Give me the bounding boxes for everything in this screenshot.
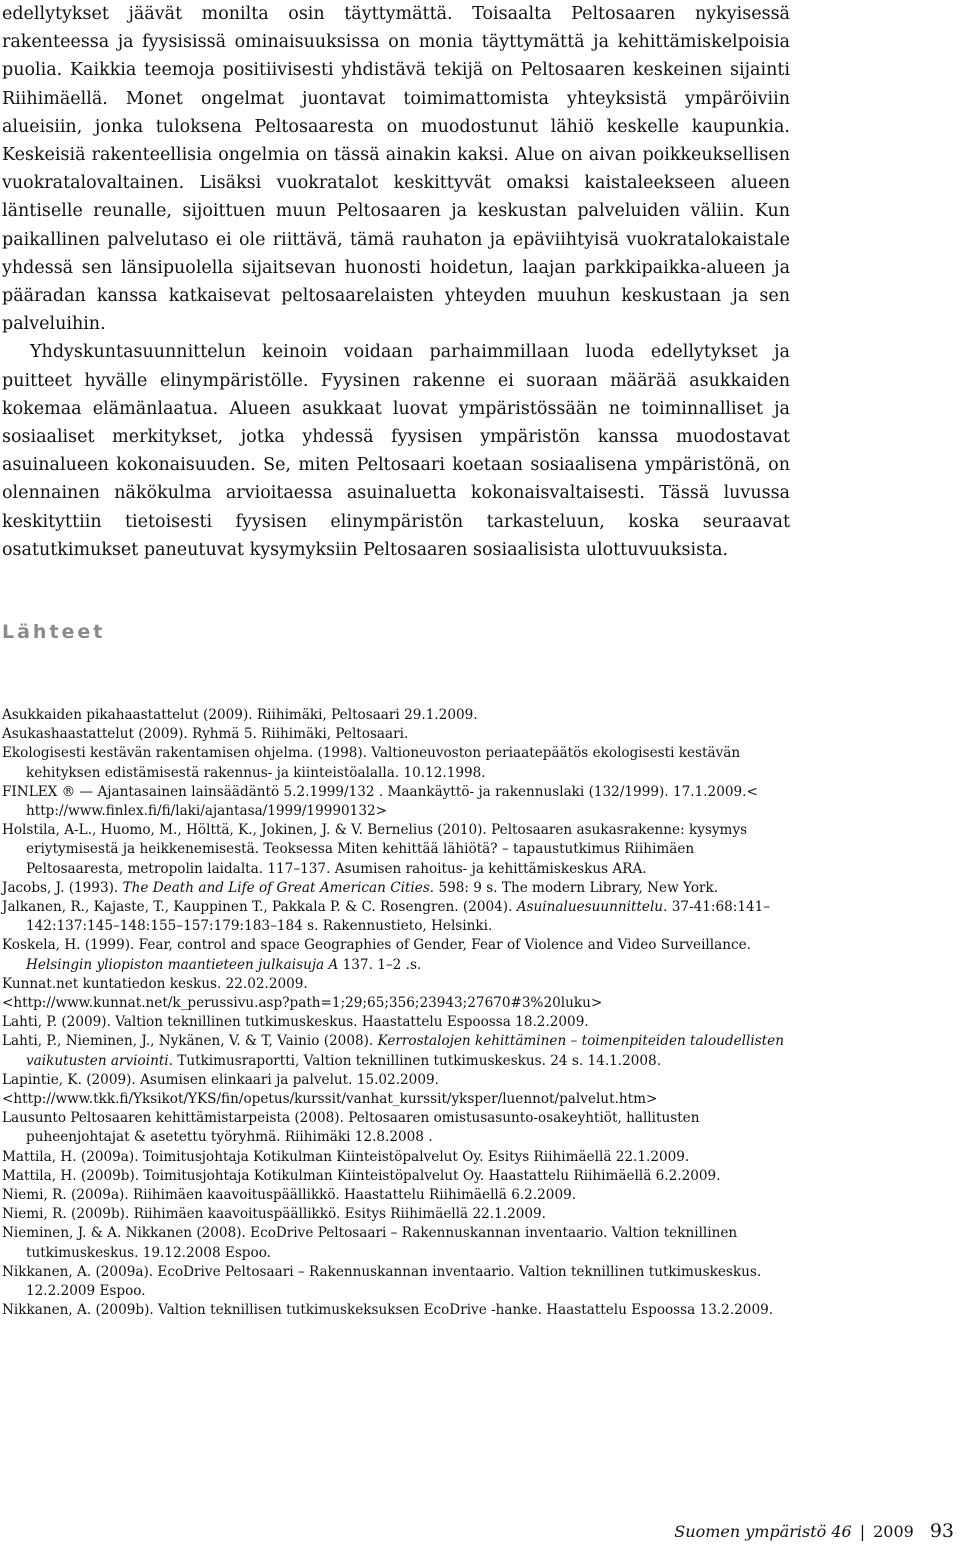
reference-title: Helsingin yliopiston maantieteen julkaisuja A [26,956,339,973]
reference-item [2,744,792,782]
reference-item [2,879,792,898]
references-heading: Lähteet [2,621,106,643]
reference-text-tail: . Tutkimusraportti, Valtion teknillinen tutkimuskeskus. 24 s. 14.1.2008. [168,1052,662,1069]
reference-text: Niemi, R. (2009a). Riihimäen kaavoituspäällikkö. Haastattelu Riihimäellä 6.2.2009. [2,1187,577,1204]
reference-title: The Death and Life of Great American Cities [122,879,430,896]
reference-item [2,1109,792,1147]
reference-item [2,706,792,725]
reference-item [2,1032,792,1070]
reference-title: Asuinaluesuunnittelu [516,899,664,916]
reference-item [2,1167,792,1186]
reference-text: Jalkanen, R., Kajaste, T., Kauppinen T., Pakkala P. & C. Rosengren. (2004). [2,899,517,916]
reference-item [2,1263,792,1301]
reference-item [2,1090,792,1109]
reference-text: Koskela, H. (1999). Fear, control and space Geographies of Gender, Fear of Violence and Video Surveillance. [2,937,751,954]
reference-item [2,821,792,879]
reference-text: Lahti, P., Nieminen, J., Nykänen, V. & T, Vainio (2008). [2,1033,378,1050]
reference-item [2,994,792,1013]
reference-item [2,975,792,994]
body-paragraph: edellytykset jäävät monilta osin täyttymättä. Toisaalta Peltosaaren nykyisessä rakenteessa ja fyysisissä ominaisuuksissa on monia täyttymättä ja kehittämiskelpoisia puolia. Kaikkia teemoja positiivisesti yhdistävä tekijä on Peltosaaren keskeinen sijainti Riihimäellä. Monet ongelmat juontavat toimimattomista yhteyksistä ympäröiviin alueisiin, jonka tuloksena Peltosaaresta on muodostunut lähiö keskelle kaupunkia. Keskeisiä rakenteellisia ongelmia on tässä ainakin kaksi. Alue on aivan poikkeuksellisen vuokratalovaltainen. Lisäksi vuokratalot keskittyvät omaksi kaistaleekseen alueen läntiselle reunalle, sijoittuen muun Peltosaaren ja keskustan palveluiden väliin. Kun paikallinen palvelutaso ei ole riittävä, tämä rauhaton ja epäviihtyisä vuokratalokaistale yhdessä sen länsipuolella sijaitsevan huonosti hoidetun, laajan parkkipaikka-alueen ja pääradan kanssa katkaisevat peltosaarelaisten yhteyden muuhun keskustaan ja sen palveluihin. [2,4,790,335]
reference-text: Mattila, H. (2009b). Toimitusjohtaja Kotikulman Kiinteistöpalvelut Oy. Haastattelu Riihimäellä 6.2.2009. [2,1167,721,1184]
reference-text: Jacobs, J. (1993). [2,879,123,896]
reference-text: Niemi, R. (2009b). Riihimäen kaavoituspäällikkö. Esitys Riihimäellä 22.1.2009. [2,1206,546,1223]
reference-text: Nikkanen, A. (2009a). EcoDrive Peltosaari – Rakennuskannan inventaario. Valtion teknillinen tutkimuskeskus. 12.2.2009 Espoo. [2,1263,762,1300]
publication-name: Suomen ympäristö 46 [674,1522,852,1541]
reference-title: Kerrostalojen kehittäminen – toimenpiteiden taloudellisten vaikutusten arviointi [26,1033,784,1069]
reference-text: Lahti, P. (2009). Valtion teknillinen tutkimuskeskus. Haastattelu Espoossa 18.2.2009. [2,1014,589,1031]
reference-text: FINLEX ® — Ajantasainen lainsäädäntö 5.2.1999/132 . Maankäyttö- ja rakennuslaki (132/1999). 17.1.2009.< http://www.finlex.fi/fi/laki/ajantasa/1999/19990132> [2,783,758,820]
reference-text-tail: . 37-41:68:141–142:137:145–148:155–157:179:183–184 s. Rakennustieto, Helsinki. [26,899,771,935]
reference-item [2,725,792,744]
reference-text: Asukashaastattelut (2009). Ryhmä 5. Riihimäki, Peltosaari. [2,726,409,743]
page-number: 93 [929,1520,954,1542]
body-text [2,0,790,564]
reference-item [2,1071,792,1090]
reference-item [2,1224,792,1262]
reference-text: Mattila, H. (2009a). Toimitusjohtaja Kotikulman Kiinteistöpalvelut Oy. Esitys Riihimäellä 22.1.2009. [2,1148,690,1165]
reference-item [2,1205,792,1224]
reference-text: <http://www.tkk.fi/Yksikot/YKS/fin/opetus/kurssit/vanhat_kurssit/yksper/luennot/palvelut.htm> [2,1091,658,1108]
reference-text: Nieminen, J. & A. Nikkanen (2008). EcoDrive Peltosaari – Rakennuskannan inventaario. Valtion teknillinen tutkimuskeskus. 19.12.2008 Espoo. [2,1225,738,1261]
footer-separator: | [859,1522,866,1541]
reference-text-tail: . 598: 9 s. The modern Library, New York. [429,879,719,896]
references-list [2,706,792,1321]
reference-item [2,1148,792,1167]
reference-text: Lapintie, K. (2009). Asumisen elinkaari ja palvelut. 15.02.2009. [2,1071,439,1088]
reference-text-tail: 137. 1–2 .s. [338,956,422,973]
reference-text: Lausunto Peltosaaren kehittämistarpeista (2008). Peltosaaren omistusasunto-osakeyhtiöt, hallitusten puheenjohtajat & asetettu työryhmä. Riihimäki 12.8.2008 . [2,1110,700,1146]
reference-text: Ekologisesti kestävän rakentamisen ohjelma. (1998). Valtioneuvoston periaatepäätös ekologisesti kestävän kehityksen edistämisestä rakennus- ja kiinteistöalalla. 10.12.1998. [2,745,741,781]
reference-item [2,898,792,936]
page-footer [674,1520,954,1542]
reference-text: <http://www.kunnat.net/k_perussivu.asp?path=1;29;65;356;23943;27670#3%20luku> [2,995,603,1012]
reference-text: Asukkaiden pikahaastattelut (2009). Riihimäki, Peltosaari 29.1.2009. [2,707,478,723]
reference-item [2,936,792,974]
reference-item [2,1301,792,1320]
reference-item [2,1013,792,1032]
reference-text: Nikkanen, A. (2009b). Valtion teknillisen tutkimuskeksuksen EcoDrive -hanke. Haastattelu Espoossa 13.2.2009. [2,1302,774,1319]
reference-item [2,1186,792,1205]
reference-item [2,783,792,821]
reference-text: Holstila, A-L., Huomo, M., Hölttä, K., Jokinen, J. & V. Bernelius (2010). Peltosaaren asukasrakenne: kysymys eriytymisestä ja heikkenemisestä. Teoksessa Miten kehittää lähiötä? – tapaustutkimus Riihimäen Peltosaaresta, metropolin laidalta. 117–137. Asumisen rahoitus- ja kehittämiskeskus ARA. [2,822,748,877]
reference-text: Kunnat.net kuntatiedon keskus. 22.02.2009. [2,975,308,992]
publication-year: 2009 [873,1522,914,1541]
body-paragraph: Yhdyskuntasuunnittelun keinoin voidaan parhaimmillaan luoda edellytykset ja puitteet hyvälle elinympäristölle. Fyysinen rakenne ei suoraan määrää asukkaiden kokemaa elämänlaatua. Alueen asukkaat luovat ympäristössään ne toiminnalliset ja sosiaaliset merkitykset, jotka yhdessä fyysisen ympäristön kanssa muodostavat asuinalueen kokonaisuuden. Se, miten Peltosaari koetaan sosiaalisena ympäristönä, on olennainen näkökulma arvioitaessa asuinaluetta kokonaisvaltaisesti. Tässä luvussa keskityttiin tietoisesti fyysisen elinympäristön tarkasteluun, koska seuraavat osatutkimukset paneutuvat kysymyksiin Peltosaaren sosiaalisista ulottuvuuksista. [2,342,790,560]
